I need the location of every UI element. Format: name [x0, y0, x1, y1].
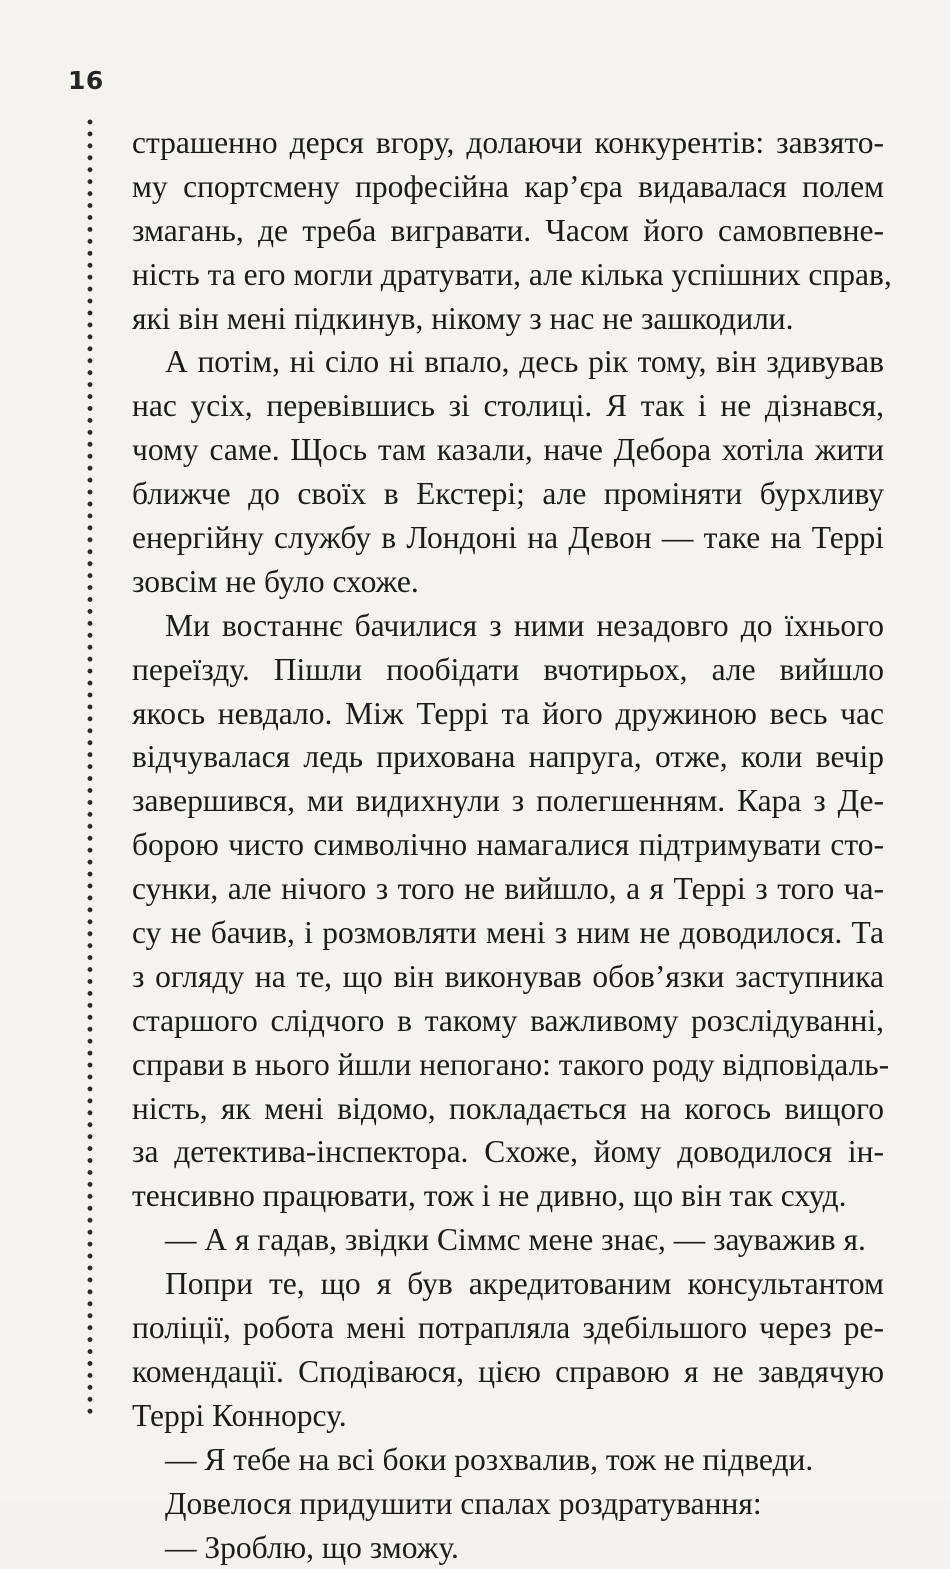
text-line: Довелося придушити спалах роздратування:	[132, 1482, 884, 1526]
text-line: комендації. Сподіваюся, цією справою я не завдячую	[132, 1350, 884, 1394]
text-line: борою чисто символічно намагалися підтримувати сто-	[132, 823, 884, 867]
text-line: чому саме. Щось там казали, наче Дебора хотіла жити	[132, 428, 884, 472]
dotted-margin-rule	[87, 116, 93, 1416]
text-line: за детектива-інспектора. Схоже, йому доводилося ін-	[132, 1130, 884, 1174]
text-line: сунки, але нічого з того не вийшло, а я Террі з того ча-	[132, 867, 884, 911]
body-text	[132, 121, 884, 1569]
text-line: страшенно дерся вгору, долаючи конкурентів: завзято-	[132, 121, 884, 165]
text-line: нас усіх, перевівшись зі столиці. Я так і не дізнався,	[132, 384, 884, 428]
text-line: справи в нього йшли непогано: такого роду відповідаль-	[132, 1043, 884, 1087]
text-line: А потім, ні сіло ні впало, десь рік тому, він здивував	[132, 340, 884, 384]
text-line: якось невдало. Між Террі та його дружиною весь час	[132, 692, 884, 736]
text-line: — А я гадав, звідки Сіммс мене знає, — зауважив я.	[132, 1218, 884, 1262]
text-line: які він мені підкинув, нікому з нас не зашкодили.	[132, 297, 884, 341]
page-number: 16	[68, 66, 104, 95]
text-line: — Зроблю, що зможу.	[132, 1526, 884, 1569]
text-line: з огляду на те, що він виконував обов’язки заступника	[132, 955, 884, 999]
text-line: змагань, де треба вигравати. Часом його самовпевне-	[132, 209, 884, 253]
text-line: завершився, ми видихнули з полегшенням. Кара з Де-	[132, 779, 884, 823]
text-line: тенсивно працювати, тож і не дивно, що він так схуд.	[132, 1174, 884, 1218]
text-line: переїзду. Пішли пообідати вчотирьох, але вийшло	[132, 648, 884, 692]
text-line: старшого слідчого в такому важливому розслідуванні,	[132, 999, 884, 1043]
text-line: ність, як мені відомо, покладається на когось вищого	[132, 1087, 884, 1131]
text-line: ближче до своїх в Екстері; але проміняти бурхливу	[132, 472, 884, 516]
text-line: Террі Коннорсу.	[132, 1394, 884, 1438]
text-line: відчувалася ледь прихована напруга, отже, коли вечір	[132, 735, 884, 779]
text-line: су не бачив, і розмовляти мені з ним не доводилося. Та	[132, 911, 884, 955]
text-line: ність та его могли дратувати, але кілька успішних справ,	[132, 253, 884, 297]
text-line: енергійну службу в Лондоні на Девон — таке на Террі	[132, 516, 884, 560]
text-line: Ми востаннє бачилися з ними незадовго до їхнього	[132, 604, 884, 648]
text-line: — Я тебе на всі боки розхвалив, тож не підведи.	[132, 1438, 884, 1482]
text-line: Попри те, що я був акредитованим консультантом	[132, 1262, 884, 1306]
text-line: зовсім не було схоже.	[132, 560, 884, 604]
text-line: му спортсмену професійна кар’єра видавалася полем	[132, 165, 884, 209]
text-line: поліції, робота мені потрапляла здебільшого через ре-	[132, 1306, 884, 1350]
